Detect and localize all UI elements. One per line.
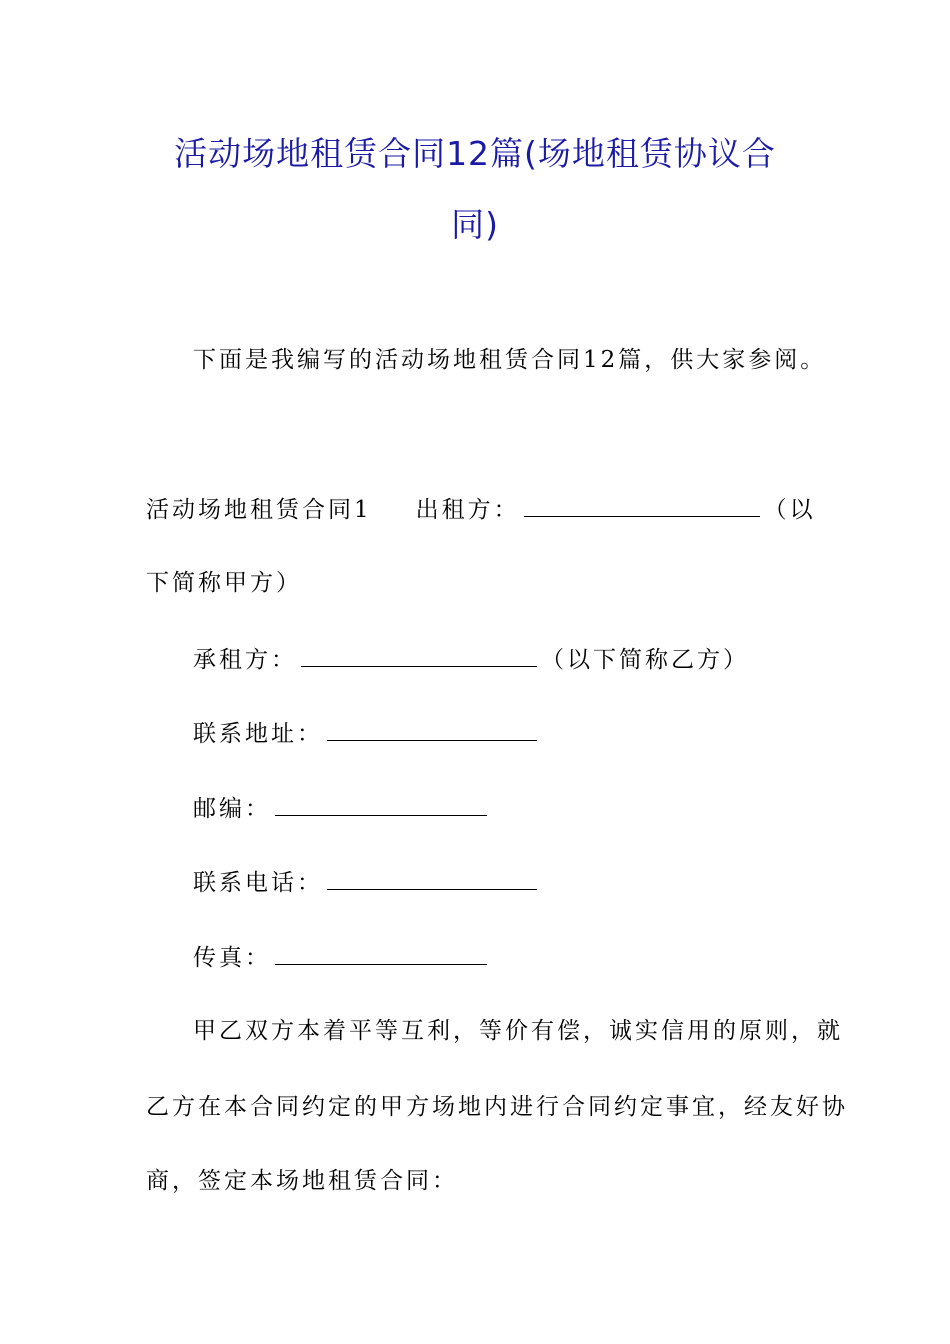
postcode-line	[193, 793, 491, 824]
paragraph-line1: 甲乙双方本着平等互利，等价有偿，诚实信用的原则，就	[193, 1018, 843, 1044]
phone-line	[193, 867, 541, 898]
lessor-label: 出租方：	[415, 497, 520, 523]
lessor-line	[146, 494, 816, 525]
document-title-line1: 活动场地租赁合同12篇(场地租赁协议合	[174, 134, 776, 173]
postcode-label: 邮编：	[193, 796, 271, 822]
lessor-suffix-line: 下简称甲方）	[146, 570, 302, 596]
phone-blank	[327, 867, 537, 890]
paragraph-line3: 商，签定本场地租赁合同：	[146, 1168, 458, 1194]
address-line	[193, 718, 541, 749]
phone-label: 联系电话：	[193, 870, 323, 896]
lessee-line	[193, 644, 749, 675]
paragraph-line2: 乙方在本合同约定的甲方场地内进行合同约定事宜，经友好协	[146, 1094, 848, 1120]
fax-label: 传真：	[193, 945, 271, 971]
lessee-blank	[301, 644, 537, 667]
address-label: 联系地址：	[193, 721, 323, 747]
lessee-label: 承租方：	[193, 647, 297, 673]
postcode-blank	[275, 793, 487, 816]
fax-line	[193, 942, 491, 973]
intro-text: 下面是我编写的活动场地租赁合同12篇，供大家参阅。	[193, 347, 827, 373]
address-blank	[327, 718, 537, 741]
lessee-suffix: （以下简称乙方）	[541, 647, 749, 673]
lessor-blank	[524, 494, 760, 517]
lessor-suffix: （以	[763, 497, 816, 523]
document-title-line2: 同)	[451, 205, 499, 244]
section-heading: 活动场地租赁合同1	[146, 497, 372, 523]
fax-blank	[275, 942, 487, 965]
